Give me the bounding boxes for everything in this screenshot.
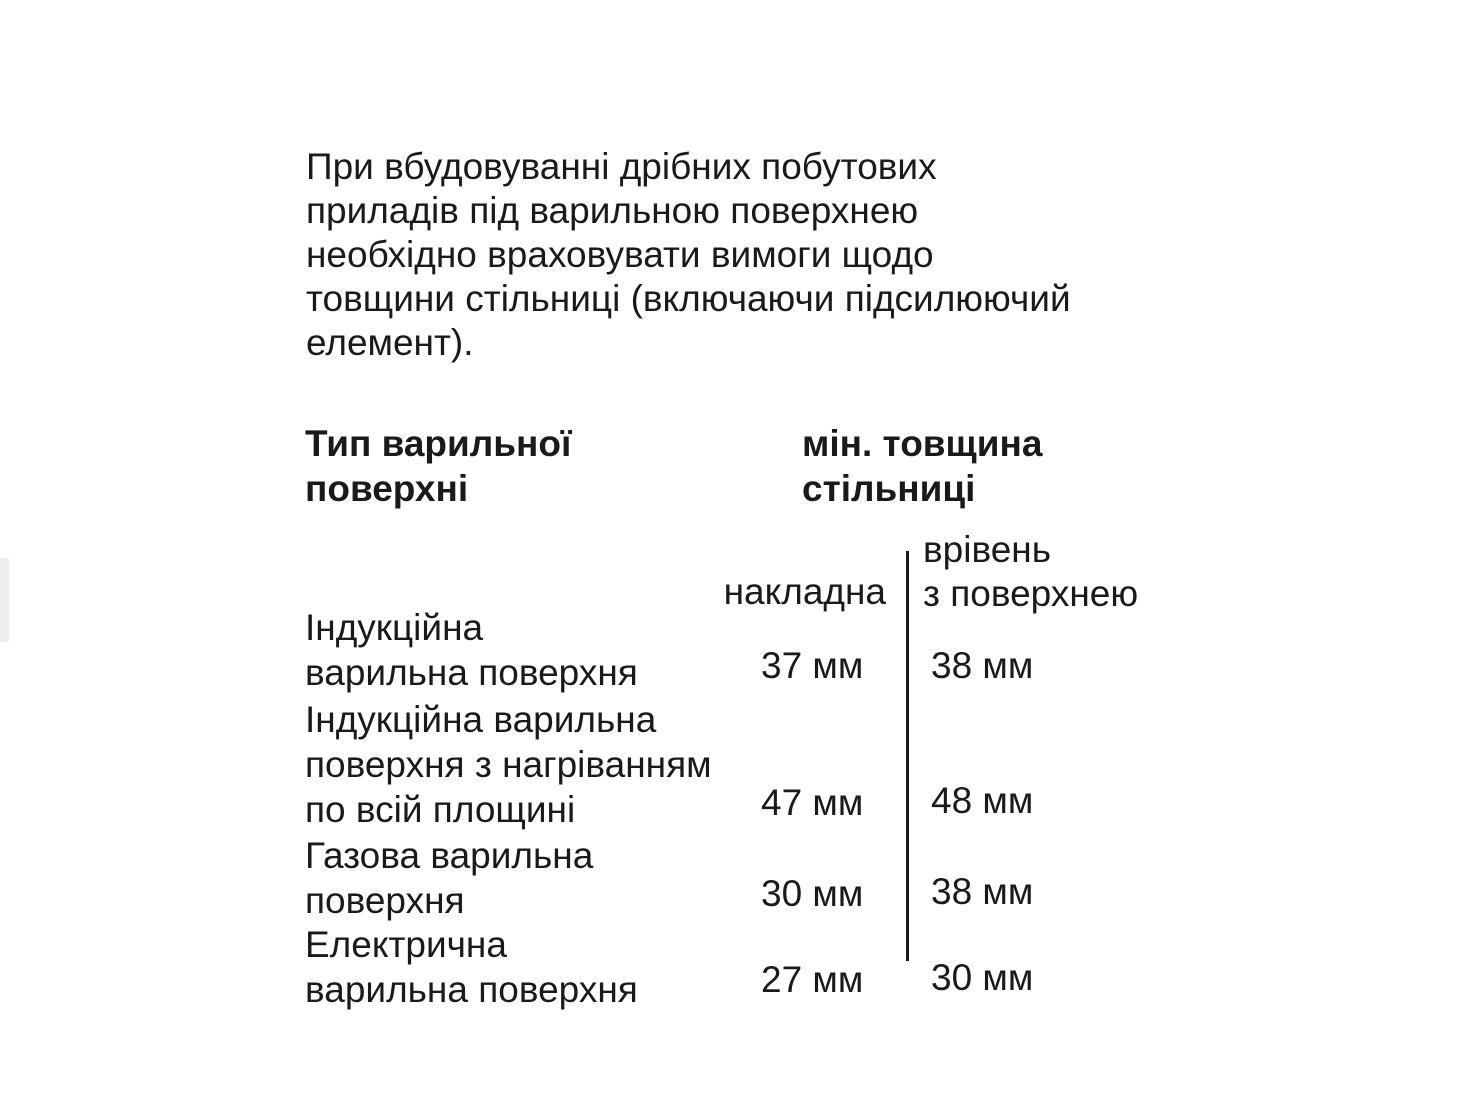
row-name-electric (305, 922, 638, 1012)
flush-value: 30 мм (931, 957, 1034, 998)
intro-line: необхідно враховувати вимоги щодо (306, 234, 934, 275)
column-header-cooktop-type (305, 421, 571, 511)
row-name-line: варильна поверхня (305, 969, 638, 1010)
row-name-line: Індукційна варильна (305, 699, 657, 740)
flush-value: 38 мм (931, 871, 1034, 912)
flush-value: 38 мм (931, 645, 1034, 686)
header-line: мін. товщина (802, 423, 1043, 464)
subheader-line: з поверхнею (923, 573, 1139, 614)
column-header-min-thickness (802, 421, 1042, 511)
header-line: поверхні (305, 468, 469, 509)
intro-line: приладів під варильною поверхнею (306, 190, 919, 231)
page-edge-tab (0, 558, 9, 642)
header-line: Тип варильної (305, 423, 572, 464)
overlay-value: 30 мм (761, 873, 864, 914)
subheader-line: врівень (923, 529, 1051, 570)
overlay-value: 27 мм (761, 959, 864, 1000)
row-name-line: варильна поверхня (305, 652, 638, 693)
row-name-line: поверхня з нагріванням (305, 744, 712, 785)
header-line: стільниці (802, 468, 976, 509)
row-name-line: Індукційна (305, 607, 484, 648)
subheader-flush (923, 528, 1138, 616)
overlay-value: 47 мм (761, 782, 864, 823)
column-divider (906, 551, 909, 961)
intro-line: товщини стільниці (включаючи підсилюючий (306, 278, 1071, 319)
intro-paragraph (306, 145, 1266, 365)
subheader-overlay: накладна (723, 571, 886, 612)
row-name-line: поверхня (305, 880, 465, 921)
row-name-line: Електрична (305, 924, 507, 965)
row-name-line: Газова варильна (305, 835, 594, 876)
flush-value: 48 мм (931, 780, 1034, 821)
row-name-gas (305, 833, 593, 923)
intro-line: При вбудовуванні дрібних побутових (306, 146, 937, 187)
overlay-value: 37 мм (761, 645, 864, 686)
row-name-induction-full-area (305, 697, 712, 832)
intro-line: елемент). (306, 322, 474, 363)
row-name-induction (305, 605, 638, 695)
row-name-line: по всій площині (305, 789, 576, 830)
